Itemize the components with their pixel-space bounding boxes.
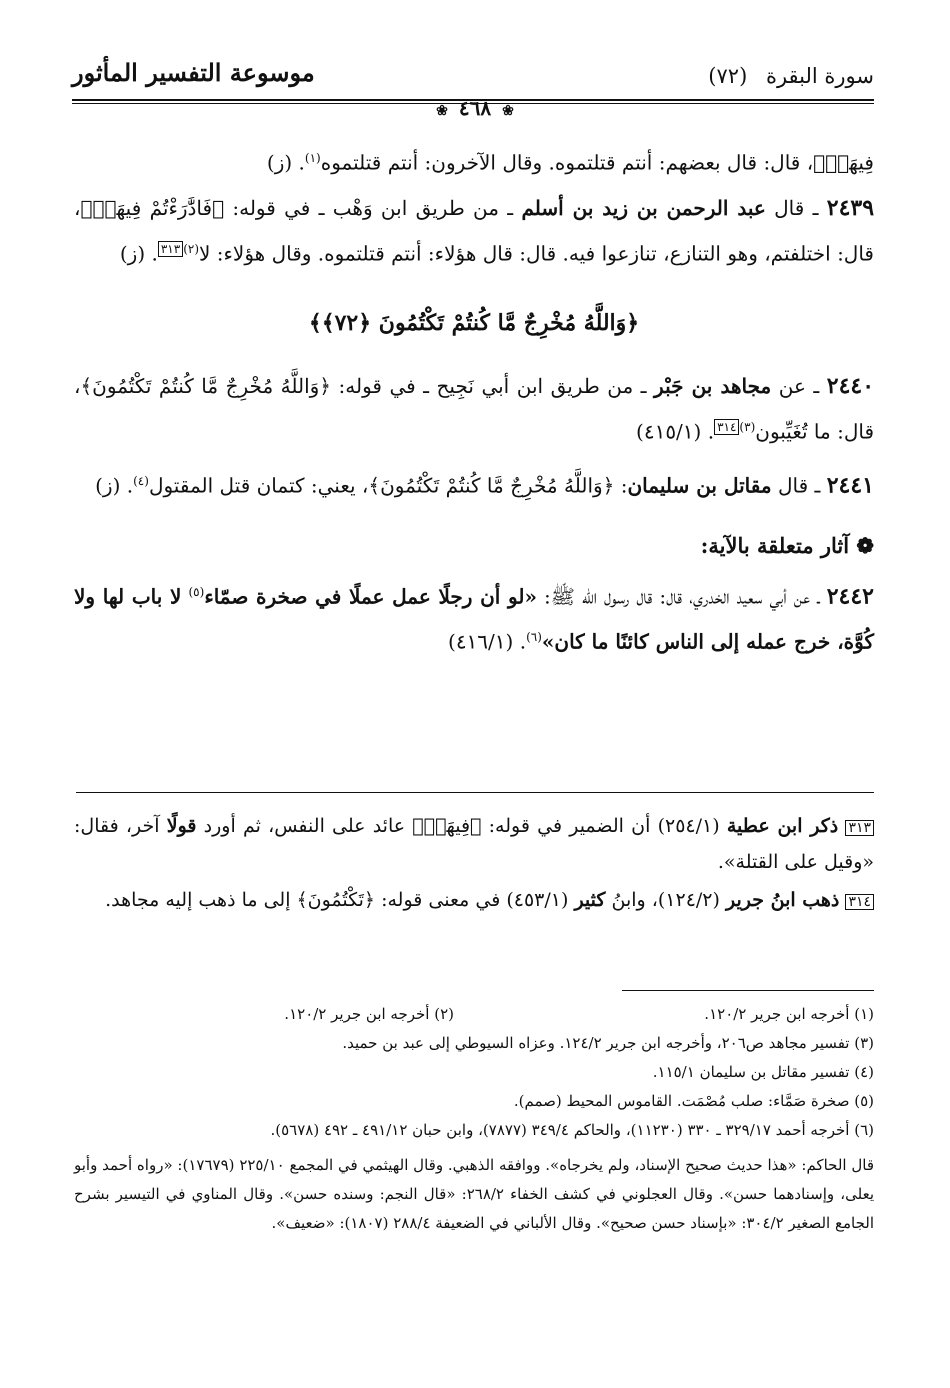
- ornament-icon: ❀: [502, 103, 514, 119]
- footnote-6-continued: قال الحاكم: «هذا حديث صحيح الإسناد، ولم يخرجاه». ووافقه الذهبي. وقال الهيثمي في المجمع ٢٢٥/١٠ (١٧٦٧٩): «رواه أحمد وأبو يعلى، وإسنادهما حسن». وقال العجلوني في كشف الخفاء ٢٦٨/٢: «قال النجم: وسنده حسن». وقال المناوي في التيسير بشرح الجامع الصغير ٣٠٤/٢: «بإسناد حسن صحيح». وقال الألباني في الضعيفة ٢٨٨/٤ (١٨٠٧): «ضعيف».: [74, 1156, 875, 1232]
- commentary-separator: [76, 792, 874, 793]
- section-heading: ❁ آثار متعلقة بالآية:: [700, 532, 874, 558]
- text: : ﴿وَاللَّهُ مُخْرِجٌ مَّا كُنتُمْ تَكْتُمُونَ﴾، يعني: كتمان قتل المقتول: [148, 473, 628, 498]
- text-bold: قولًا: [166, 815, 197, 837]
- text: (١٢٤/٢)، وابنُ: [611, 889, 720, 911]
- text: . (ز): [119, 241, 158, 266]
- athar-2442: [74, 572, 874, 663]
- page-number-text: ٤٦٨: [458, 96, 492, 120]
- text: ـ عن أبي سعيد الخدري، قال: قال رسول الله ﷺ:: [544, 584, 820, 609]
- text: ـ قال: [777, 473, 821, 498]
- scholar-name: كثير: [574, 889, 606, 911]
- main-text: [74, 138, 874, 663]
- surah-label: [708, 64, 874, 88]
- text: . (ز): [95, 473, 134, 498]
- ayah-heading: ﴿وَاللَّهُ مُخْرِجٌ مَّا كُنتُمْ تَكْتُمُونَ ﴿٧٢﴾﴾: [308, 310, 640, 337]
- text: ـ من طريق ابن أبي نَجِيح ـ في قوله: ﴿وَاللَّهُ مُخْرِجٌ مَّا كُنتُمْ تَكْتُمُونَ﴾، قال: ما تُغَيِّبون: [74, 374, 874, 444]
- athar-number: ٢٤٣٩: [826, 194, 875, 221]
- text: ـ قال: [774, 195, 819, 220]
- narrator-name: مجاهد بن جَبْر: [654, 374, 772, 399]
- footnote-ref: (٥): [188, 584, 205, 599]
- text: ـ من طريق ابن وَهْب ـ في قوله: ﴿فَادَّٰرَءْتُمْ فِيهَآۖ﴾، قال: اختلفتم، وهو التنازع، تنازعوا فيه. قال: قال هؤلاء: أنتم قتلتموه. وقال هؤلاء: لا: [74, 195, 874, 266]
- text: . (ز): [266, 150, 305, 175]
- hadith-text: «لو أن رجلًا عمل عملًا في صخرة صمّاء: [204, 584, 537, 609]
- footnote-6: (٦) أخرجه أحمد ٣٢٩/١٧ ـ ٣٣٠ (١١٢٣٠)، والحاكم ٣٤٩/٤ (٧٨٧٧)، وابن حبان ٤٩١/١٢ ـ ٤٩٢ (٥٦٧٨).: [270, 1121, 874, 1139]
- footnote-ref: (٦): [526, 630, 542, 645]
- text: (٤٥٣/١) في معنى قوله: ﴿تَكْتُمُونَ﴾ إلى ما ذهب إليه مجاهد.: [105, 889, 569, 911]
- paragraph-continuation: [74, 138, 874, 184]
- scholar-name: ذكر ابن عطية: [726, 815, 839, 837]
- surah-name: سورة البقرة: [765, 64, 874, 88]
- text: فِيهَآۖ﴾، قال: قال بعضهم: أنتم قتلتموه. وقال الآخرون: أنتم قتلتموه: [320, 150, 874, 175]
- footnote-separator: [622, 990, 874, 991]
- ornament-icon: ❀: [436, 103, 448, 119]
- text: آخر، فقال: «وقيل على القتلة».: [74, 815, 874, 873]
- commentary-number: ٣١٤: [845, 894, 874, 910]
- page-number: [0, 96, 950, 120]
- footnote-2: (٢) أخرجه ابن جرير ١٢٠/٢.: [284, 1005, 454, 1023]
- athar-number: ٢٤٤٠: [826, 373, 875, 400]
- ayah-number: (٧٢): [708, 64, 748, 88]
- commentary-ref: ٣١٣: [158, 241, 183, 257]
- footnote-ref: (٣): [739, 420, 756, 435]
- athar-number: ٢٤٤٢: [826, 583, 874, 610]
- footnote-1: (١) أخرجه ابن جرير ١٢٠/٢.: [704, 1005, 874, 1023]
- hadith-text: لا باب لها ولا كُوَّة، خرج عمله إلى الناس كائنًا ما كان»: [74, 584, 874, 654]
- scholar-name: ذهب ابنُ جرير: [725, 889, 840, 911]
- book-title: موسوعة التفسير المأثور: [72, 58, 315, 87]
- narrator-name: عبد الرحمن بن زيد بن أسلم: [521, 195, 766, 220]
- footnote-5: (٥) صخرة صَمَّاء: صلب مُصْمَت. القاموس المحيط (صمم).: [513, 1092, 874, 1110]
- athar-2441: [74, 461, 874, 507]
- text: ـ عن: [778, 374, 820, 399]
- commentary-ref: ٣١٤: [714, 419, 739, 435]
- athar-number: ٢٤٤١: [826, 472, 874, 499]
- text: . (٤١٦/١): [448, 629, 527, 654]
- commentary: [74, 808, 874, 918]
- footnote-ref: (١): [304, 151, 321, 165]
- athar-2439: [74, 188, 874, 275]
- narrator-name: مقاتل بن سليمان: [627, 473, 772, 498]
- text: . (٤١٥/١): [636, 419, 715, 444]
- footnotes: [74, 1000, 874, 1238]
- commentary-314: [74, 882, 874, 918]
- footnote-4: (٤) تفسير مقاتل بن سليمان ١١٥/١.: [652, 1063, 874, 1081]
- footnote-3: (٣) تفسير مجاهد ص٢٠٦، وأخرجه ابن جرير ١٢٤/٢. وعزاه السيوطي إلى عبد بن حميد.: [342, 1034, 874, 1052]
- commentary-313: [74, 808, 874, 880]
- text: (٢٥٤/١) أن الضمير في قوله: ﴿فِيهَآۖ﴾ عائد على النفس، ثم أورد: [203, 815, 720, 837]
- footnote-row: [74, 1000, 874, 1029]
- athar-2440: [74, 366, 874, 453]
- footnote-ref: (٢): [183, 241, 200, 256]
- footnote-ref: (٤): [133, 473, 149, 488]
- commentary-number: ٣١٣: [845, 820, 874, 836]
